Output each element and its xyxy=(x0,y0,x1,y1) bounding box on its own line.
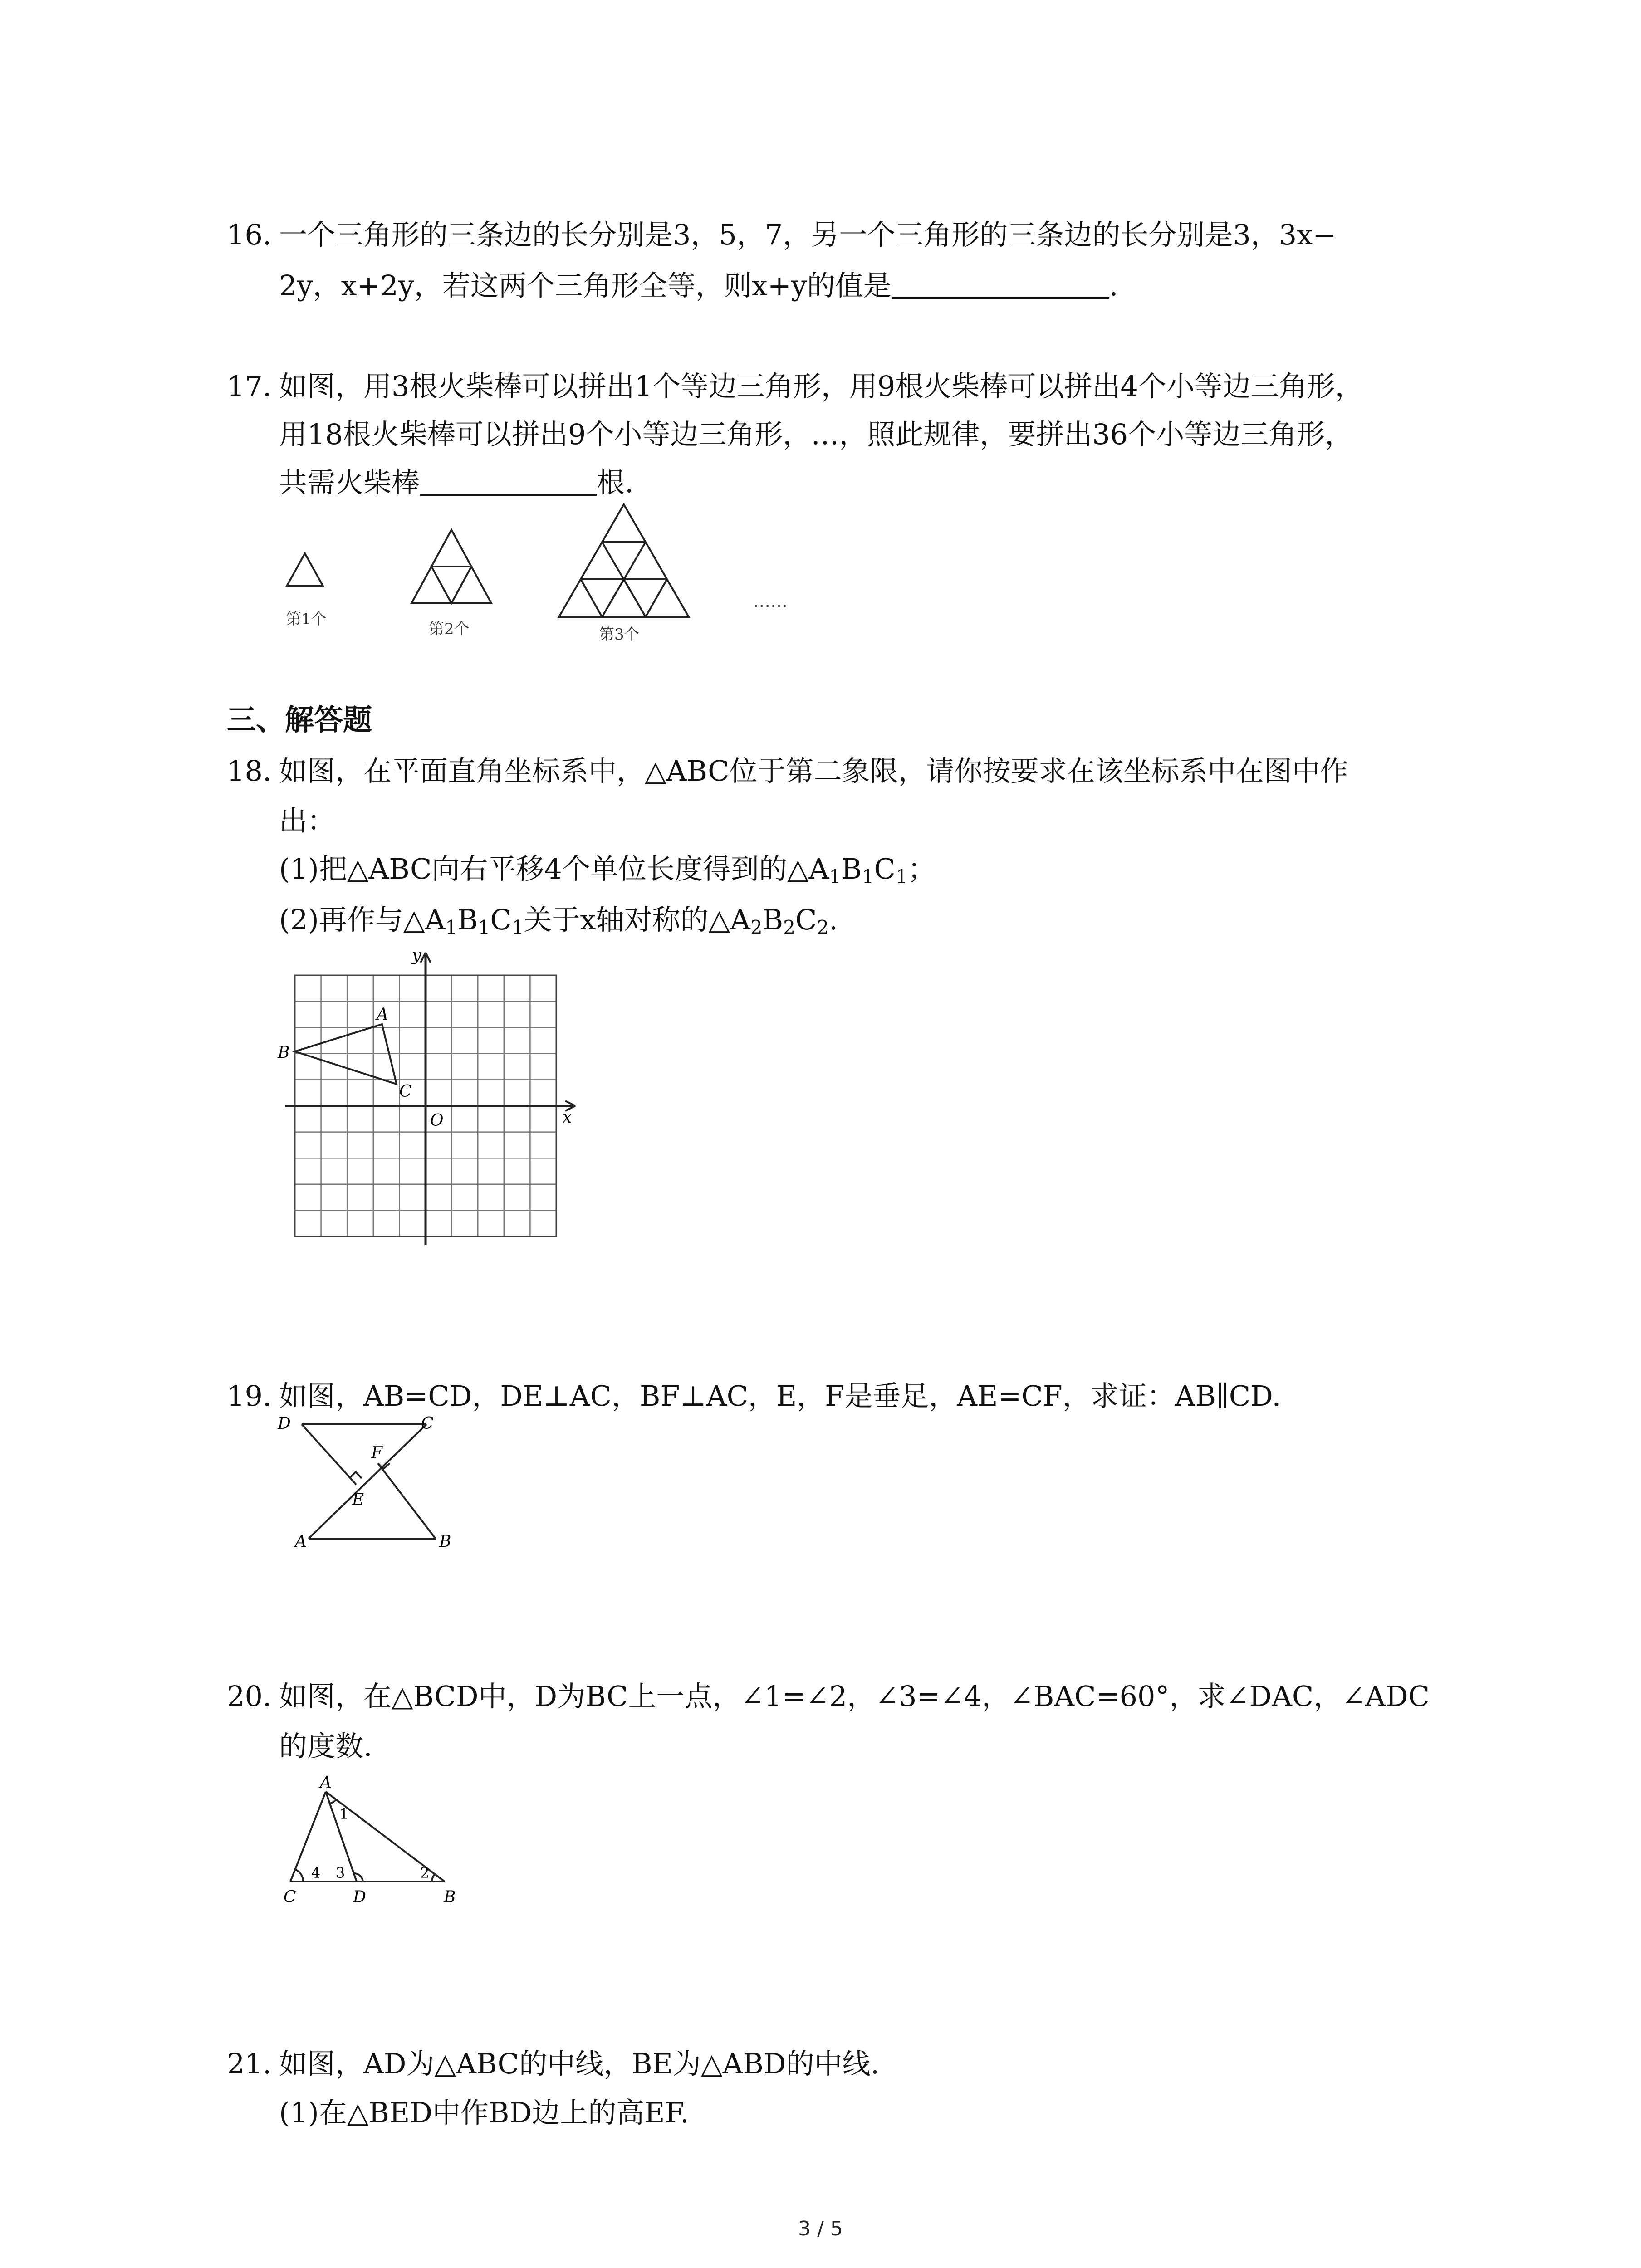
q17-line3-end: 根. xyxy=(597,466,634,499)
q20-line2: 的度数. xyxy=(279,1730,372,1763)
angle-arc-1 xyxy=(329,1800,336,1804)
section-title: 三、解答题 xyxy=(227,703,372,737)
q21-number: 21. xyxy=(227,2047,272,2080)
q18-line2: 出： xyxy=(279,804,336,837)
y-axis-label: y xyxy=(412,946,421,965)
fig-label-2: 第2个 xyxy=(429,620,470,638)
q16-number: 16. xyxy=(227,218,272,251)
label-c: C xyxy=(421,1414,434,1433)
label-e: E xyxy=(352,1491,364,1509)
label-c: C xyxy=(284,1888,296,1906)
origin-label: O xyxy=(430,1111,444,1130)
fig-label-1: 第1个 xyxy=(286,610,327,628)
q18-number: 18. xyxy=(227,754,272,787)
label-b: B xyxy=(444,1888,456,1906)
q18-line1: 如图，在平面直角坐标系中，△ABC位于第二象限，请你按要求在该坐标系中在图中作 xyxy=(279,754,1348,787)
angle-arc-2 xyxy=(432,1874,435,1882)
q16-end: . xyxy=(1109,269,1118,302)
q17-line2: 用18根火柴棒可以拼出9个小等边三角形，…，照此规律，要拼出36个小等边三角形， xyxy=(279,418,1353,451)
q16-line1: 一个三角形的三条边的长分别是3，5，7，另一个三角形的三条边的长分别是3，3x− xyxy=(279,218,1337,251)
q17-number: 17. xyxy=(227,370,272,403)
label-angle-2: 2 xyxy=(420,1864,430,1882)
label-angle-3: 3 xyxy=(336,1864,345,1882)
q19-line1: 如图，AB=CD，DE⊥AC，BF⊥AC，E，F是垂足，AE=CF，求证：AB∥CD. xyxy=(279,1379,1281,1413)
q18-part2: (2)再作与$\triangle A_1B_1C_1$关于x轴对称的$\triangle A_2B_2C_2$. xyxy=(279,903,838,938)
q20-number: 20. xyxy=(227,1680,272,1713)
q19-number: 19. xyxy=(227,1379,272,1413)
point-a-label: A xyxy=(377,1005,388,1024)
q21-line2: (1)在△BED中作BD边上的高EF. xyxy=(279,2096,689,2129)
q21-line1: 如图，AD为△ABC的中线，BE为△ABD的中线. xyxy=(279,2047,880,2080)
point-b-label: B xyxy=(278,1043,290,1062)
label-angle-4: 4 xyxy=(311,1864,321,1882)
angle-arc-4 xyxy=(296,1870,303,1882)
label-a: A xyxy=(320,1774,332,1792)
q17-line3-text: 共需火柴棒 xyxy=(279,466,420,499)
label-f: F xyxy=(371,1444,382,1462)
label-a: A xyxy=(295,1532,307,1551)
label-b: B xyxy=(439,1532,451,1551)
label-angle-1: 1 xyxy=(339,1805,349,1823)
x-axis-label: x xyxy=(563,1108,572,1127)
q20-line1: 如图，在△BCD中，D为BC上一点，∠1=∠2，∠3=∠4，∠BAC=60°，求∠DAC，∠ADC xyxy=(279,1680,1430,1713)
fig-dots: …… xyxy=(753,591,788,611)
point-c-label: C xyxy=(399,1082,412,1101)
page-number: 3 / 5 xyxy=(798,2217,843,2240)
label-d: D xyxy=(353,1888,366,1906)
q16-line2-text: 2y，x+2y，若这两个三角形全等，则x+y的值是 xyxy=(279,269,892,302)
q18-part1: (1)把△ABC向右平移4个单位长度得到的$\triangle A_1B_1C_1$； xyxy=(279,852,936,888)
q17-line1: 如图，用3根火柴棒可以拼出1个等边三角形，用9根火柴棒可以拼出4个小等边三角形， xyxy=(279,370,1363,403)
label-d: D xyxy=(278,1414,291,1433)
fig-label-3: 第3个 xyxy=(599,626,640,644)
